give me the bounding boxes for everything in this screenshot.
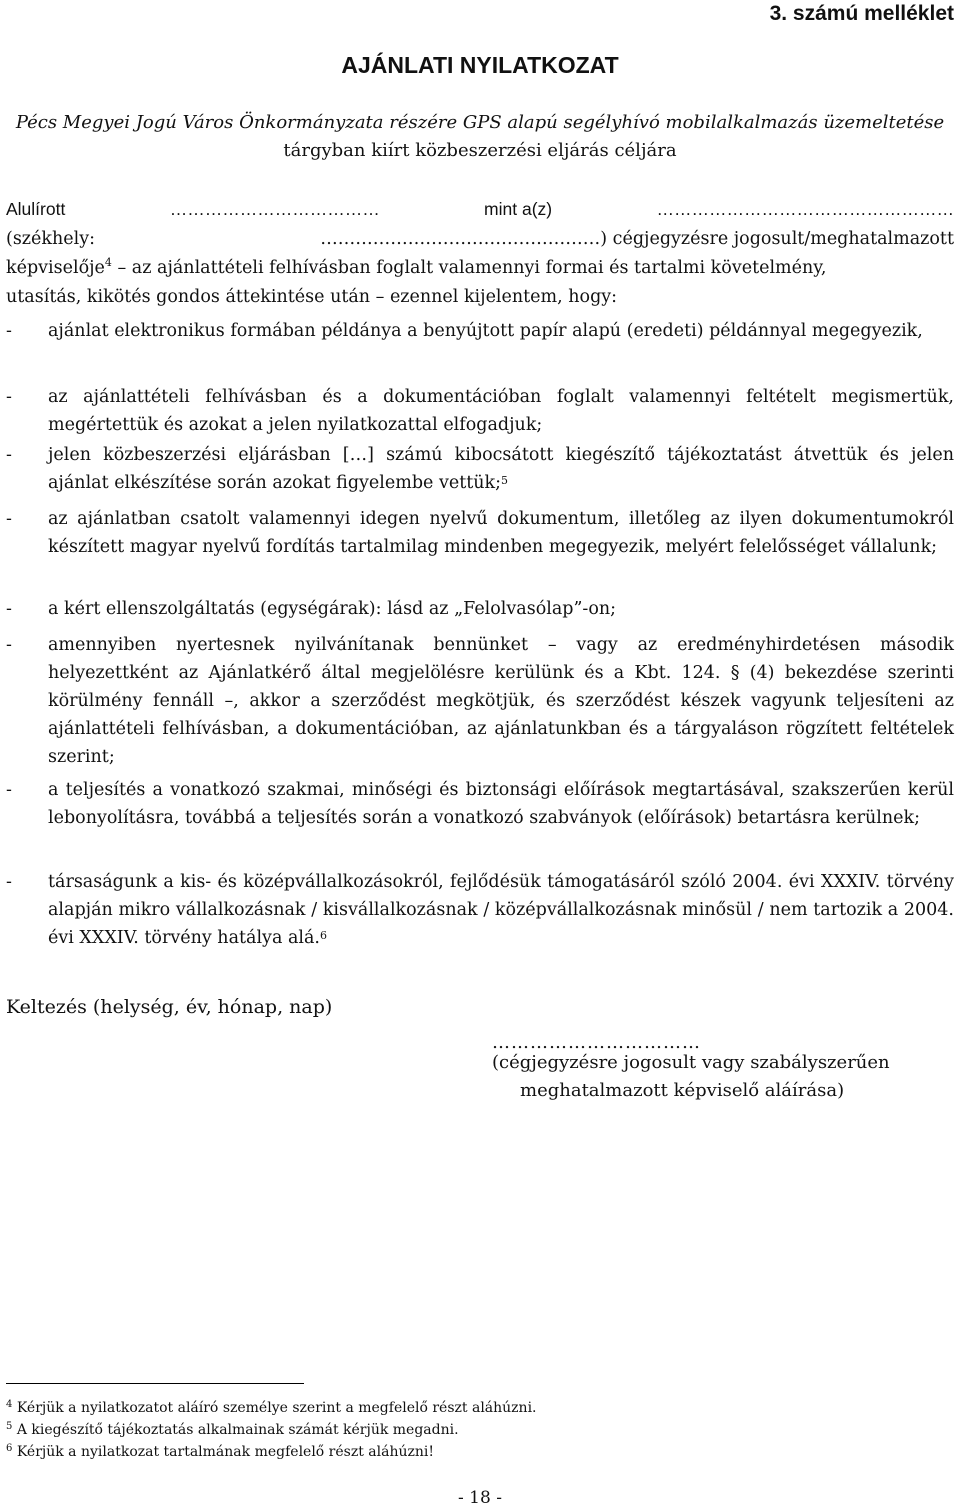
declaration-item — [6, 441, 954, 497]
footnote-number: 4 — [6, 1399, 13, 1410]
declaration-item — [6, 631, 954, 771]
annex-label: 3. számú melléklet — [769, 2, 954, 25]
intro-line-2 — [6, 229, 954, 249]
footnote-number: 5 — [6, 1421, 13, 1432]
item-dash: - — [6, 780, 12, 800]
item-text: az ajánlatban csatolt valamennyi idegen nyelvű dokumentum, illetőleg az ilyen dokumentumokról készített magyar nyelvű fordítás tartalmilag mindenben megegyezik, melyért felelősséget vállalunk; — [48, 509, 954, 557]
item-dash: - — [6, 445, 12, 465]
item-text: amennyiben nyertesnek nyilvánítanak bennünket – vagy az eredményhirdetésen második helyezettként az Ajánlatkérő által megjelölésre kerülünk és a Kbt. 124. § (4) bekezdése szerinti körülmény fennáll –, akkor a szerződést megkötjük, és szerződést készek vagyunk teljesíteni az ajánlattételi felhívásban, a dokumentációban, az ajánlatunkban és a tárgyaláson rögzített feltételek szerint; — [48, 635, 954, 767]
footnote-separator — [6, 1383, 304, 1384]
footnote-number: 6 — [6, 1443, 13, 1454]
declaration-item — [6, 383, 954, 439]
intro-alulirott: Alulírott — [6, 199, 66, 219]
item-text: jelen közbeszerzési eljárásban […] számú kibocsátott kiegészítő tájékoztatást átvettük és jelen ajánlat elkészítése során azokat figyelembe vettük; — [48, 445, 954, 493]
intro-line-4: utasítás, kikötés gondos áttekintése után – ezennel kijelentem, hogy: — [6, 287, 618, 307]
declaration-item — [6, 505, 954, 561]
item-text: a teljesítés a vonatkozó szakmai, minőségi és biztonsági előírások megtartásával, szakszerűen kerül lebonyolításra, továbbá a teljesítés során a vonatkozó szabványok (előírások) betartásra kerülnek; — [48, 780, 954, 828]
intro-mint: mint a(z) — [484, 199, 553, 219]
footnote — [6, 1444, 434, 1460]
item-dash: - — [6, 635, 12, 655]
item-text: az ajánlattételi felhívásban és a dokumentációban foglalt valamennyi feltételt megismertük, megértettük és azokat a jelen nyilatkozattal elfogadjuk; — [48, 387, 954, 435]
intro-szekhely: (székhely: — [6, 229, 95, 249]
signature-line: …………………………… — [492, 1032, 701, 1053]
intro-line-3-rest: – az ajánlattételi felhívásban foglalt valamennyi formai és tartalmi követelmény, — [117, 258, 827, 278]
footnote — [6, 1422, 459, 1438]
intro-dots-seat: ………………………………………… — [320, 229, 601, 249]
intro-szekhely-end: ) cégjegyzésre jogosult/meghatalmazott — [600, 229, 954, 249]
footnote-text: A kiegészítő tájékoztatás alkalmainak számát kérjük megadni. — [16, 1422, 459, 1438]
intro-dots-company: …………………………………………… — [656, 199, 954, 219]
item-text: társaságunk a kis- és középvállalkozásokról, fejlődésük támogatásáról szóló 2004. évi XXXIV. törvény alapján mikro vállalkozásnak / kisvállalkozásnak / középvállalkozásnak minősül / nem tartozik a 2004. évi XXXIV. törvény hatálya alá. — [48, 872, 954, 948]
footnote-ref-6: 6 — [319, 929, 327, 942]
declaration-item — [6, 595, 954, 623]
item-dash: - — [6, 599, 12, 619]
intro-kepviseloje: képviselője — [6, 258, 105, 278]
intro-line-3 — [6, 258, 954, 278]
footnote-text: Kérjük a nyilatkozatot aláíró személye szerint a megfelelő részt aláhúzni. — [16, 1400, 537, 1416]
item-dash: - — [6, 321, 12, 341]
declaration-item — [6, 317, 954, 345]
footnote — [6, 1400, 537, 1416]
item-text: a kért ellenszolgáltatás (egységárak): lásd az „Felolvasólap”-on; — [48, 599, 617, 619]
item-dash: - — [6, 387, 12, 407]
page-number: - 18 - — [458, 1488, 502, 1508]
date-place-label: Keltezés (helység, év, hónap, nap) — [6, 996, 333, 1018]
subtitle-plain: tárgyban kiírt közbeszerzési eljárás céljára — [283, 140, 677, 161]
footnote-ref-5: 5 — [501, 474, 509, 487]
subtitle-italic: Pécs Megyei Jogú Város Önkormányzata részére GPS alapú segélyhívó mobilalkalmazás üzemeltetése — [15, 112, 945, 133]
declaration-item — [6, 776, 954, 832]
item-dash: - — [6, 872, 12, 892]
item-text: ajánlat elektronikus formában példánya a benyújtott papír alapú (eredeti) példánnyal megegyezik, — [48, 321, 923, 341]
item-dash: - — [6, 509, 12, 529]
footnote-text: Kérjük a nyilatkozat tartalmának megfelelő részt aláhúzni! — [16, 1444, 434, 1460]
declaration-item — [6, 868, 954, 952]
intro-dots-name: ……………………………… — [169, 199, 380, 219]
footnote-ref-4: 4 — [104, 256, 112, 269]
document-title: AJÁNLATI NYILATKOZAT — [341, 52, 619, 78]
signature-caption-2: meghatalmazott képviselő aláírása) — [520, 1080, 845, 1101]
signature-caption-1: (cégjegyzésre jogosult vagy szabályszerűen — [492, 1052, 890, 1073]
intro-line-1 — [6, 199, 954, 220]
